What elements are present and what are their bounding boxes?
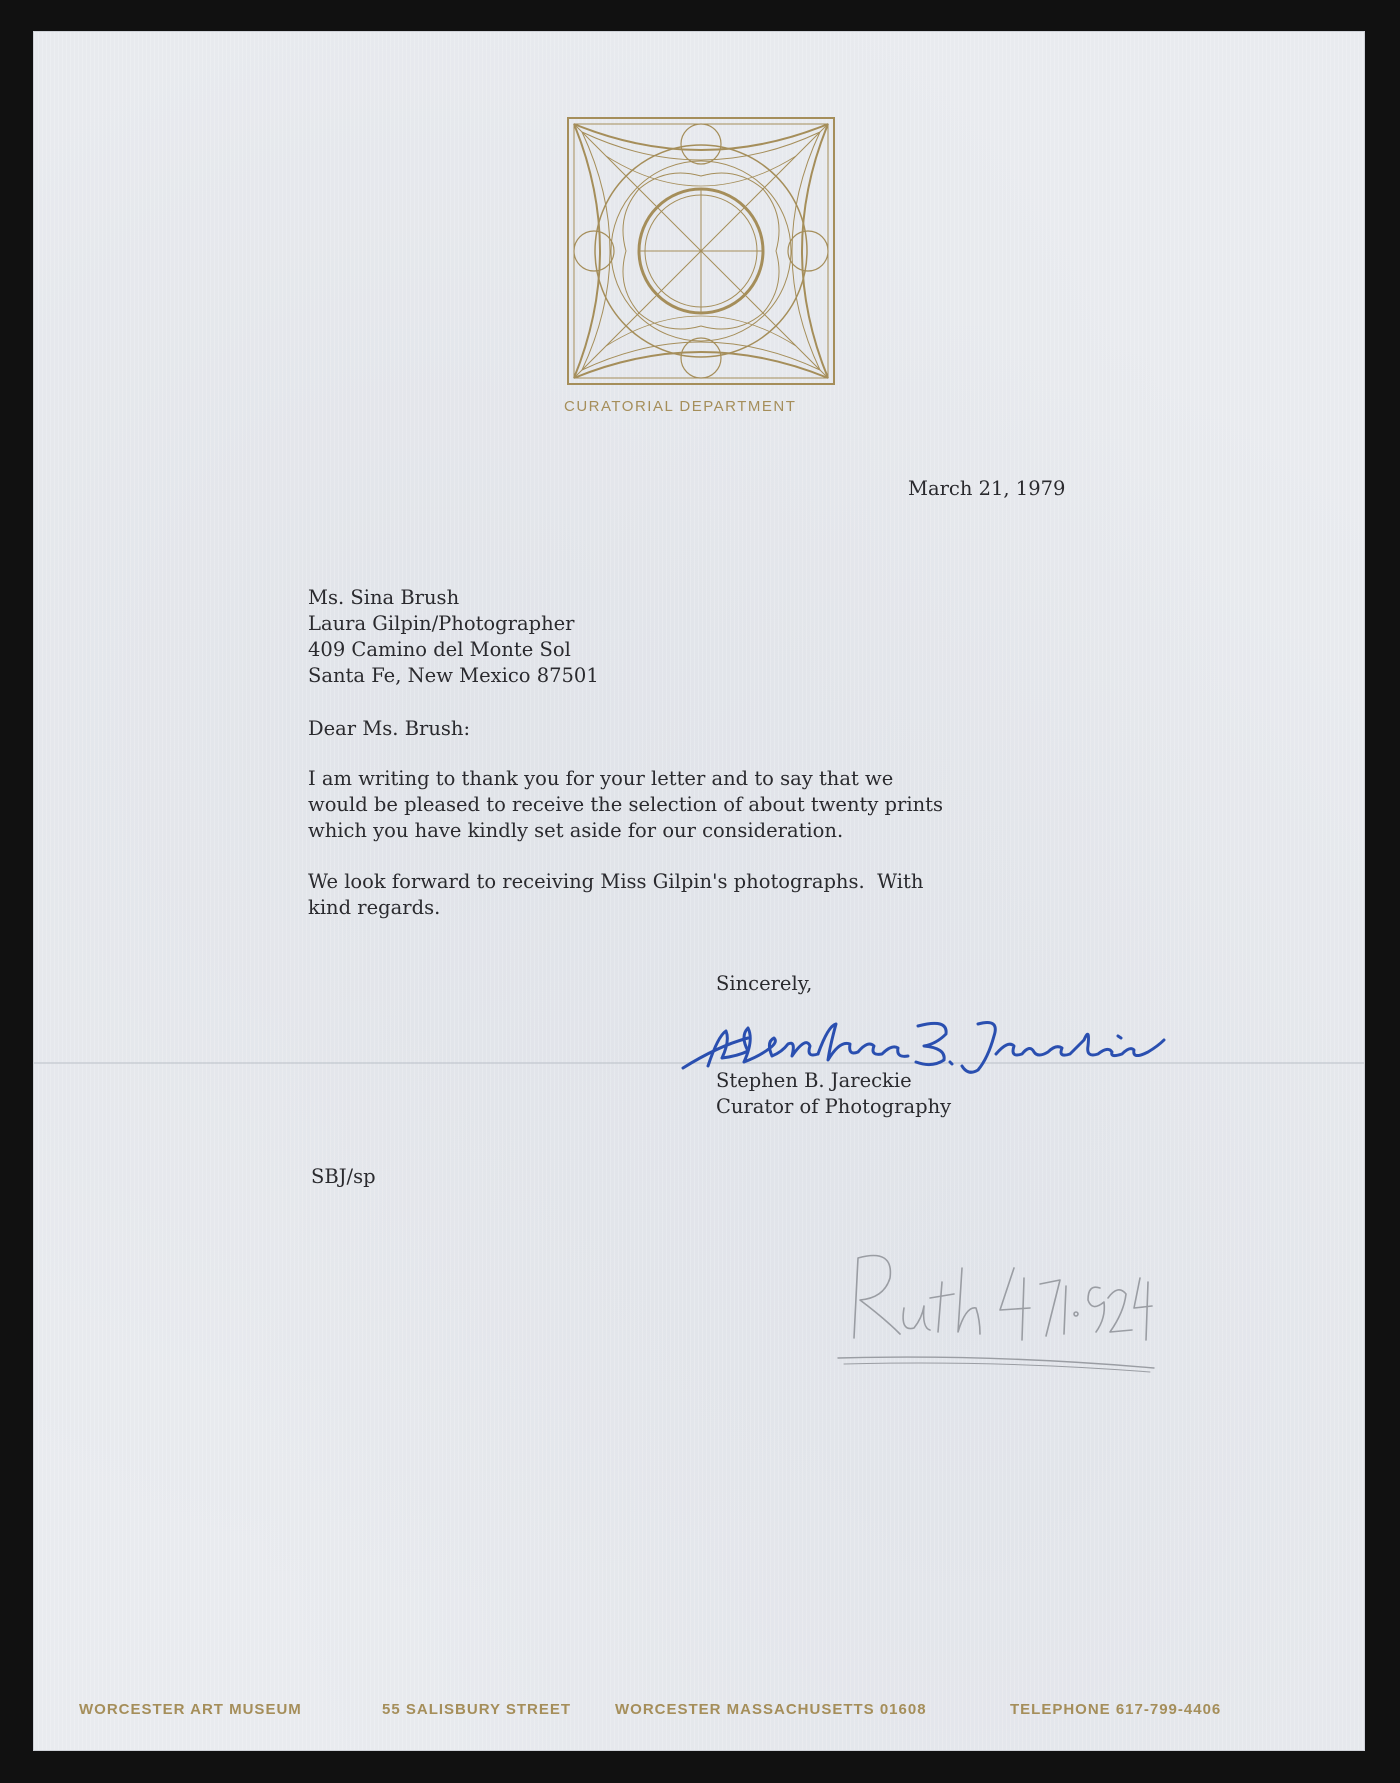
recipient-street: 409 Camino del Monte Sol bbox=[308, 638, 571, 661]
footer-telephone: TELEPHONE 617-799-4406 bbox=[1010, 1701, 1222, 1718]
reference-initials: SBJ/sp bbox=[311, 1165, 376, 1188]
footer-museum-name: WORCESTER ART MUSEUM bbox=[79, 1701, 302, 1718]
paragraph-line: kind regards. bbox=[308, 896, 441, 919]
signer-title: Curator of Photography bbox=[716, 1095, 952, 1118]
body-paragraph-2 bbox=[308, 869, 923, 921]
paragraph-line: which you have kindly set aside for our consideration. bbox=[308, 819, 844, 842]
paragraph-line: I am writing to thank you for your letter and to say that we bbox=[308, 767, 894, 790]
recipient-city: Santa Fe, New Mexico 87501 bbox=[308, 664, 599, 687]
pencil-note bbox=[834, 1228, 1164, 1388]
footer-street: 55 SALISBURY STREET bbox=[382, 1701, 572, 1718]
paragraph-line: We look forward to receiving Miss Gilpin's photographs. With bbox=[308, 870, 924, 893]
closing: Sincerely, bbox=[716, 972, 813, 995]
paragraph-line: would be pleased to receive the selection of about twenty prints bbox=[308, 793, 943, 816]
letter-page: CURATORIAL DEPARTMENT March 21, 1979 Ms. Sina Brush Laura Gilpin/Photographer 409 Camino del Monte Sol Santa Fe, New Mexico 87501 Dear Ms. Brush: I am writing to thank you for your letter and to say that we would be pleased to receive the selection of about twenty prints which you have kindly set aside for our consideration. We look forward to receiving Miss Gilpin's photographs. With kind regards. Sincerely, Stephen B. Jareckie Curator of Photography SBJ/sp WORCESTER ART MUSEUM 55 SALISBURY STREET WORCESTER MASSACHUSETTS 01608 TELEPHONE 617-799-4406 bbox=[34, 32, 1364, 1750]
signer-name: Stephen B. Jareckie bbox=[716, 1069, 912, 1092]
footer-city: WORCESTER MASSACHUSETTS 01608 bbox=[615, 1701, 927, 1718]
body-paragraph-1 bbox=[308, 766, 943, 844]
recipient-organization: Laura Gilpin/Photographer bbox=[308, 612, 575, 635]
salutation: Dear Ms. Brush: bbox=[308, 717, 471, 740]
ornamental-window-emblem-icon bbox=[566, 116, 836, 386]
recipient-address bbox=[308, 585, 599, 689]
recipient-name: Ms. Sina Brush bbox=[308, 586, 460, 609]
letter-date: March 21, 1979 bbox=[908, 477, 1066, 500]
